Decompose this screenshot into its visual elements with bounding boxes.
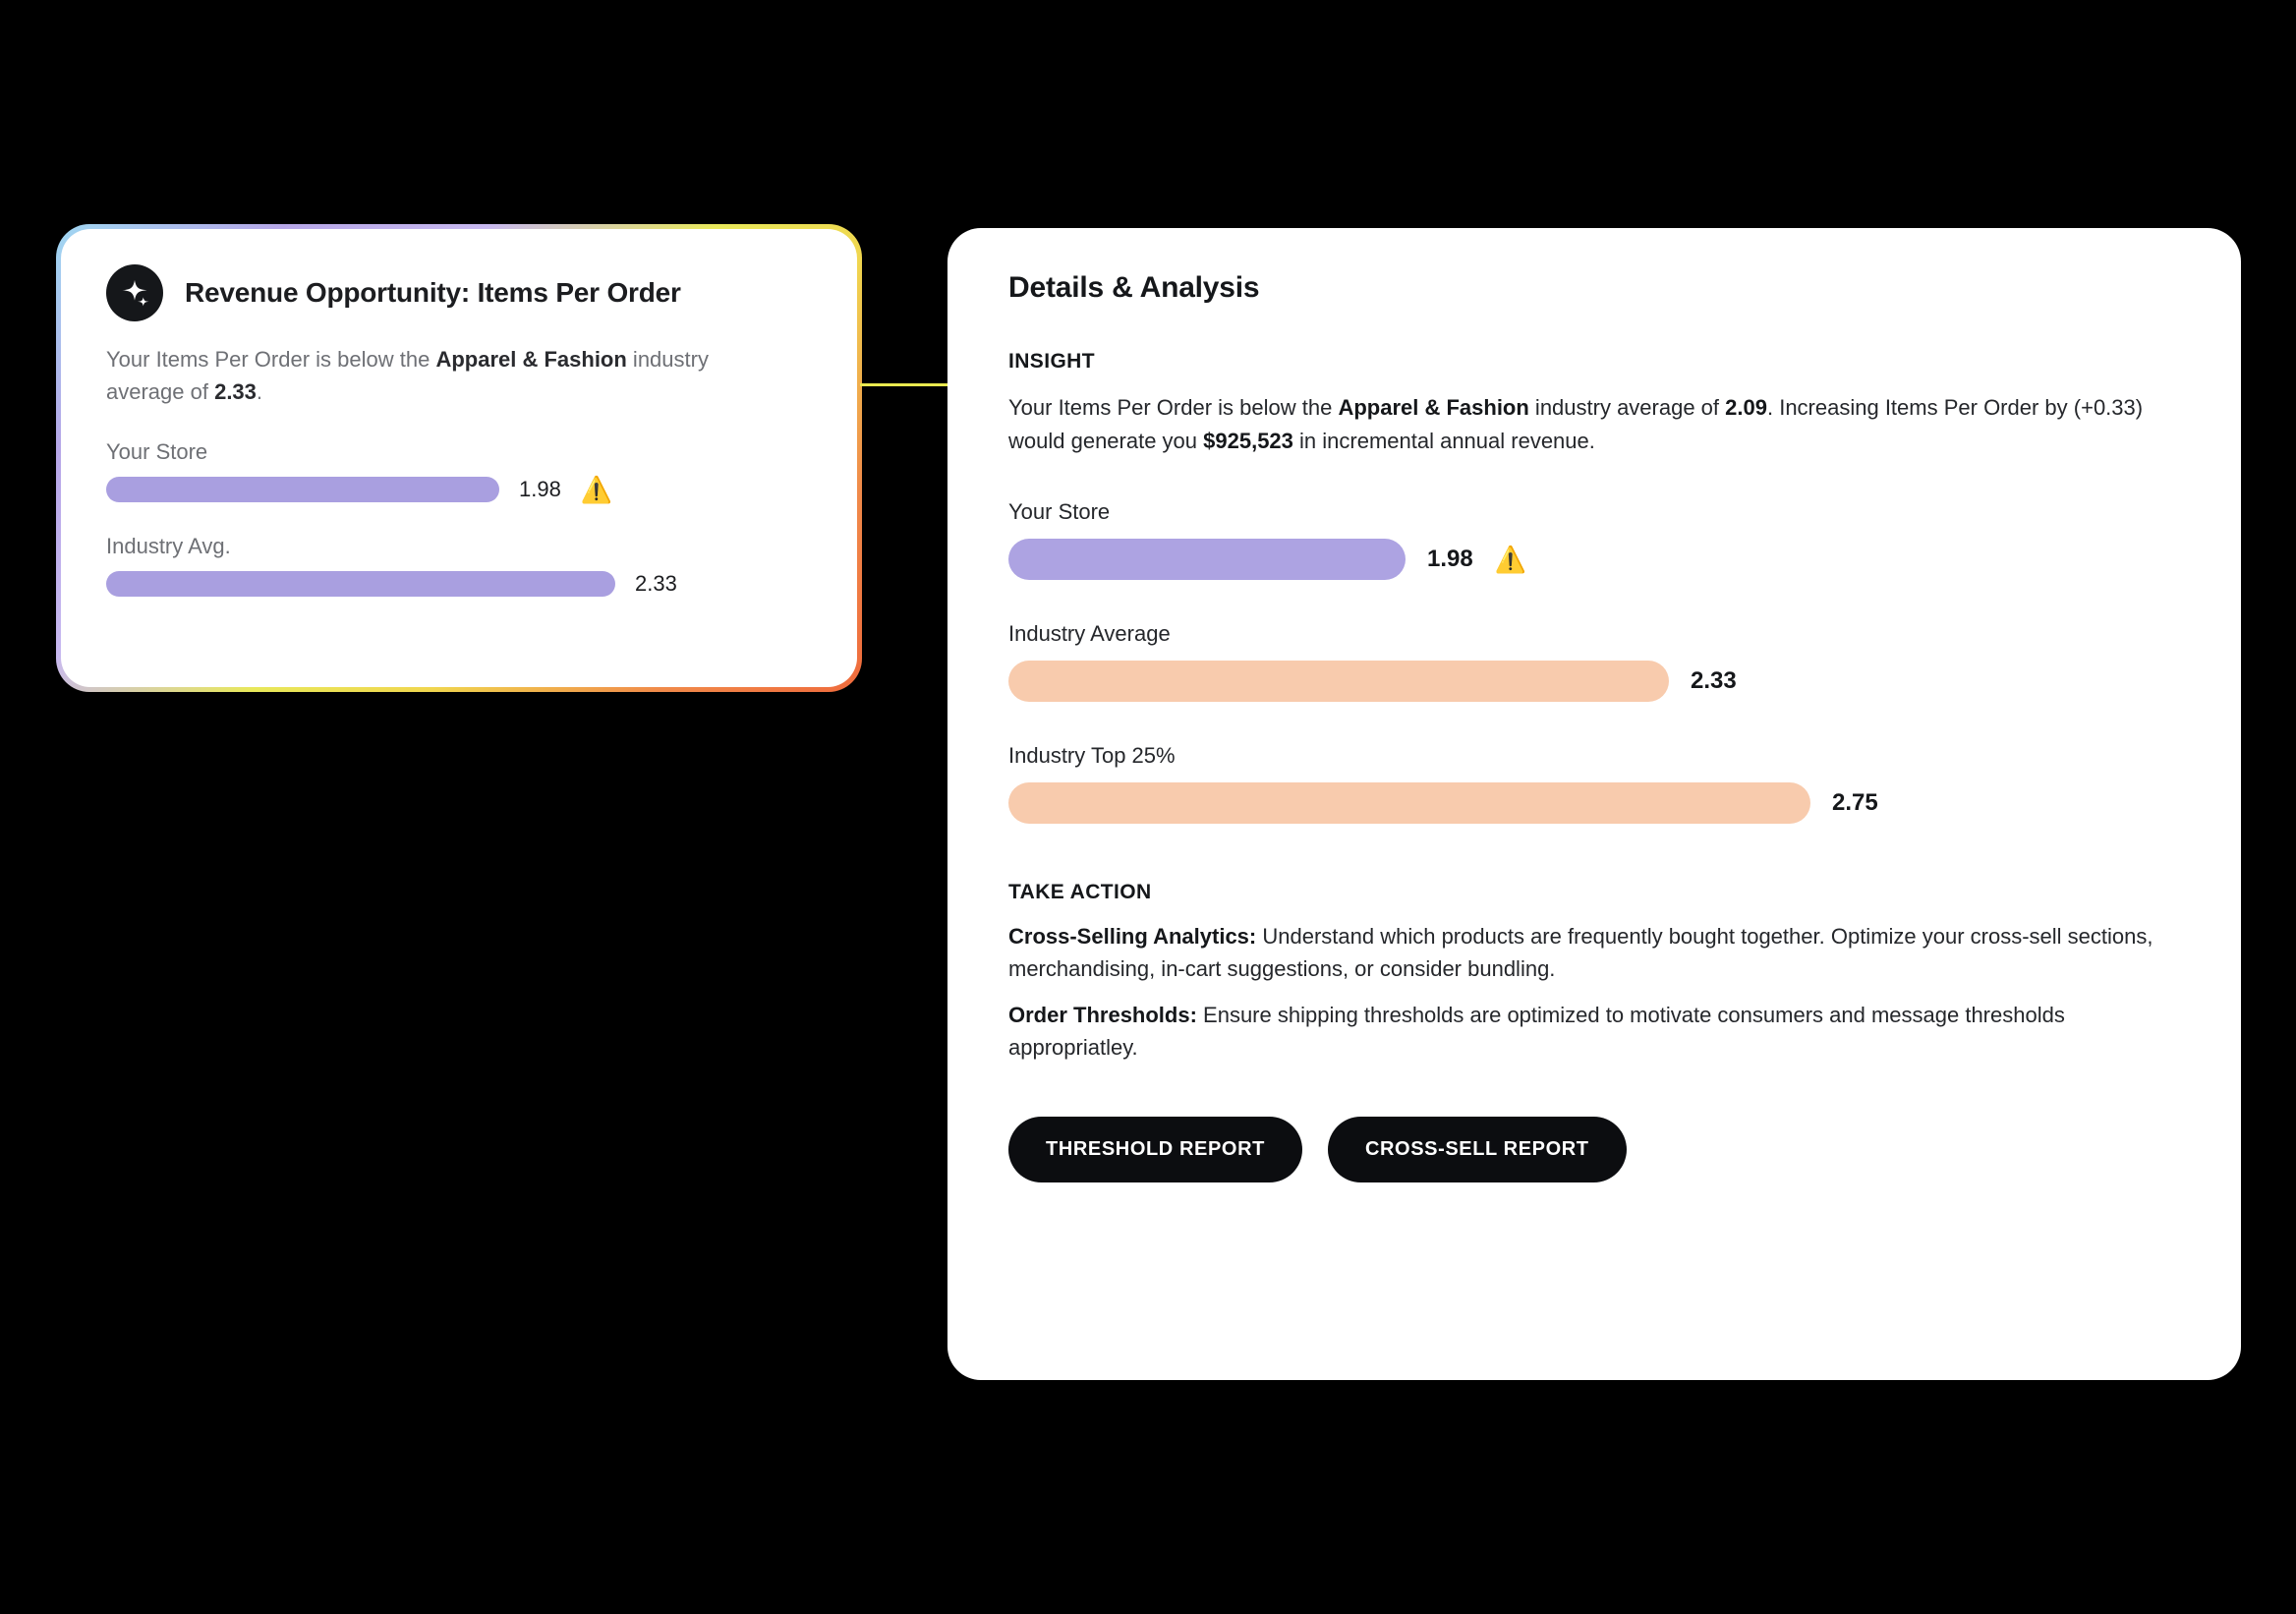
metric-bar <box>1008 661 1669 702</box>
summary-text-1: Your Items Per Order is below the <box>106 347 436 372</box>
card-industry-label: Industry Avg. <box>106 534 231 558</box>
action-order-thresholds <box>1008 999 2180 1064</box>
action-order-thresholds-text: Ensure shipping thresholds are optimized to motivate consumers and message thresholds appropriatley. <box>1008 1003 2065 1061</box>
card-your-store-label: Your Store <box>106 439 208 464</box>
card-your-store-bar-row <box>106 477 812 502</box>
card-your-store-bar <box>106 477 499 502</box>
metric-value: 2.75 <box>1832 789 1878 817</box>
insight-section-heading: INSIGHT <box>1008 350 1095 373</box>
summary-average-value: 2.33 <box>214 379 257 404</box>
insight-card-summary <box>106 343 735 408</box>
metric-bar <box>1008 539 1406 580</box>
metric-bar-row <box>1008 782 2180 824</box>
insight-industry-name: Apparel & Fashion <box>1338 395 1529 420</box>
metric-industry-top-25 <box>1008 743 2180 824</box>
insight-part-3: . Increasing Items Per Order by (+0.33) would generate you <box>1008 395 2144 454</box>
summary-text-3: . <box>256 379 263 404</box>
action-cross-selling-text: Understand which products are frequently bought together. Optimize your cross-sell sections, merchandising, in-cart suggestions, or consider bundling. <box>1008 924 2153 982</box>
metric-label: Industry Top 25% <box>1008 743 1176 769</box>
action-order-thresholds-label: Order Thresholds: <box>1008 1003 1197 1028</box>
action-cross-selling-label: Cross-Selling Analytics: <box>1008 924 1257 950</box>
insight-part-4: in incremental annual revenue. <box>1292 429 1595 454</box>
metric-value: 1.98 <box>1427 546 1473 573</box>
action-buttons <box>1008 1117 2180 1182</box>
metric-label: Industry Average <box>1008 621 1171 647</box>
warning-icon: ⚠️ <box>580 475 613 504</box>
insight-card-body <box>61 229 857 687</box>
insight-revenue-value: $925,523 <box>1203 429 1293 454</box>
action-cross-selling <box>1008 920 2180 985</box>
card-industry-bar-row <box>106 571 812 597</box>
insight-body <box>1008 391 2180 458</box>
insight-card-title: Revenue Opportunity: Items Per Order <box>185 277 681 308</box>
cross-sell-report-button[interactable]: CROSS-SELL REPORT <box>1328 1117 1627 1182</box>
details-analysis-panel <box>947 228 2241 1380</box>
metric-value: 2.33 <box>1691 667 1737 695</box>
metric-bar-row <box>1008 539 2180 580</box>
sparkle-icon <box>106 264 163 321</box>
page-title: Details & Analysis <box>1008 271 1260 304</box>
card-industry-value: 2.33 <box>635 571 677 596</box>
revenue-opportunity-card[interactable] <box>56 224 862 692</box>
summary-industry: Apparel & Fashion <box>435 347 627 372</box>
warning-icon: ⚠️ <box>1494 545 1527 575</box>
insight-average-value: 2.09 <box>1725 395 1767 420</box>
metric-bar-row <box>1008 661 2180 702</box>
metric-industry-average <box>1008 621 2180 702</box>
metric-your-store <box>1008 499 2180 580</box>
metric-label: Your Store <box>1008 499 1111 525</box>
card-your-store-value: 1.98 <box>519 477 561 501</box>
insight-part-1: Your Items Per Order is below the <box>1008 395 1339 420</box>
take-action-heading: TAKE ACTION <box>1008 881 1152 904</box>
insight-card-header <box>106 264 812 321</box>
threshold-report-button[interactable]: THRESHOLD REPORT <box>1008 1117 1302 1182</box>
metric-bar <box>1008 782 1810 824</box>
summary-text-2: industry average of <box>106 347 709 404</box>
insight-part-2: industry average of <box>1528 395 1726 420</box>
card-industry-bar <box>106 571 615 597</box>
